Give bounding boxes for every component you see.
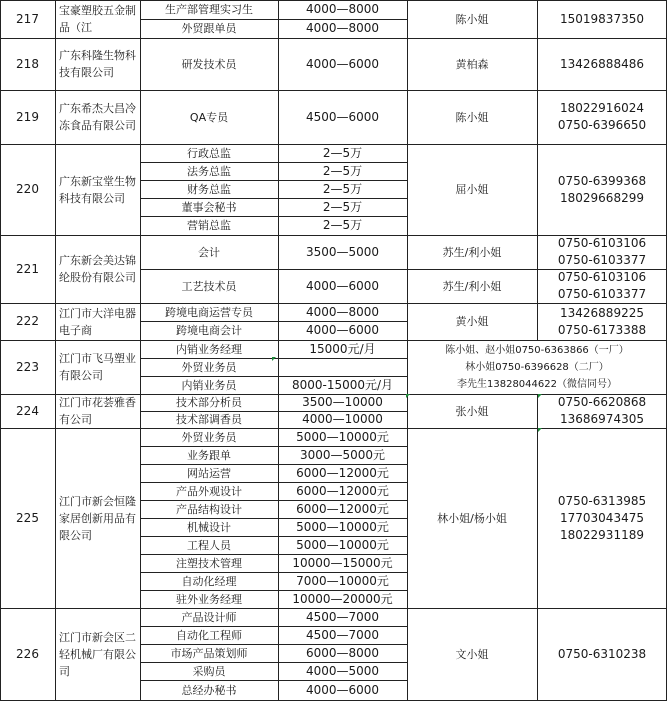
- job-title: 会计: [198, 245, 220, 259]
- contact-person: 文小姐: [455, 648, 489, 661]
- contact-info-line: 陈小姐、赵小姐0750-6363866（一厂）: [445, 344, 629, 356]
- job-title: 外贸业务员: [181, 360, 237, 374]
- contact-phone-line: 0750-6310238: [557, 647, 647, 661]
- contact-phone: [537, 428, 667, 608]
- contact-phone-line: 17703043475: [560, 510, 644, 525]
- job-title: 网站运营: [187, 466, 231, 480]
- contact-phone: [537, 90, 667, 144]
- job-title: 技术部调香员: [176, 413, 242, 426]
- salary: 15000元/月: [309, 341, 376, 356]
- comment-marker-icon: [272, 357, 276, 361]
- comment-marker-icon: [406, 394, 410, 398]
- company-name: 广东科隆生物科技有限公司: [59, 49, 136, 79]
- contact-phone-line: 13426889225: [560, 305, 644, 320]
- job-title: 外贸跟单员: [181, 22, 237, 35]
- contact-phone-line: 13686974305: [560, 412, 644, 426]
- contact-phone: [537, 269, 667, 303]
- job-title: 跨境电商运营专员: [165, 305, 253, 319]
- salary: 5000—10000元: [296, 429, 389, 444]
- contact-person: 屈小姐: [455, 183, 489, 196]
- contact-phone: [537, 235, 667, 269]
- salary: 4000—8000: [305, 2, 380, 16]
- row-number: 224: [16, 403, 39, 418]
- salary: 2—5万: [322, 199, 363, 214]
- contact-phone-line: 0750-6103377: [557, 287, 647, 301]
- salary: 4000—5000: [305, 663, 380, 678]
- contact-phone-line: 0750-6103377: [557, 253, 647, 267]
- salary: [278, 358, 407, 376]
- contact-phone-line: 0750-6103106: [557, 236, 647, 250]
- salary: 2—5万: [322, 218, 363, 232]
- salary: 4000—6000: [305, 323, 380, 337]
- row-number: 220: [16, 182, 39, 196]
- comment-marker-icon: [538, 428, 542, 432]
- job-title: 内销业务经理: [176, 342, 242, 356]
- salary: 4000—8000: [305, 304, 380, 319]
- salary: 4000—6000: [305, 56, 380, 71]
- salary: 3500—10000: [302, 395, 383, 409]
- job-title: 市场产品策划师: [170, 646, 248, 660]
- job-title: 产品结构设计: [176, 502, 242, 516]
- contact-info: [407, 340, 667, 394]
- contact-person: 黄小姐: [455, 315, 489, 328]
- row-number: 221: [16, 261, 39, 276]
- salary: 7000—10000元: [296, 573, 389, 588]
- salary: 4500—7000: [305, 609, 380, 624]
- comment-marker-icon: [538, 394, 542, 398]
- job-title: 自动化经理: [181, 574, 237, 588]
- contact-person: 张小姐: [455, 404, 489, 418]
- job-title: QA专员: [189, 110, 229, 124]
- row-number: 226: [16, 647, 39, 661]
- salary: 6000—12000元: [296, 465, 389, 480]
- row-number: 218: [16, 56, 39, 71]
- salary: 6000—8000: [305, 645, 380, 660]
- salary: 4000—8000: [305, 21, 380, 35]
- job-title: 营销总监: [187, 219, 231, 232]
- contact-phone: [537, 303, 667, 340]
- job-title: 产品外观设计: [176, 484, 242, 498]
- job-title: 业务跟单: [187, 448, 231, 462]
- company-name: 广东希杰大昌冷冻食品有限公司: [59, 102, 136, 132]
- job-title: 内销业务员: [181, 378, 237, 392]
- salary: 2—5万: [322, 163, 363, 178]
- salary: 4500—6000: [305, 109, 380, 124]
- company-name: 广东新会美达锦纶股份有限公司: [59, 254, 136, 284]
- contact-info-line: 林小姐0750-6396628（二厂）: [465, 361, 609, 373]
- company-name: 江门市花荟雅香有公司: [59, 396, 136, 426]
- job-title: 法务总监: [187, 164, 231, 178]
- job-title: 产品设计师: [181, 610, 237, 624]
- row-number: 219: [16, 109, 39, 124]
- salary: 10000—20000元: [292, 591, 393, 606]
- job-title: 生产部管理实习生: [165, 3, 253, 16]
- company-name: 江门市飞马塑业有限公司: [59, 352, 136, 382]
- company-name: 江门市大洋电器电子商: [59, 306, 136, 337]
- contact-phone-line: 0750-6313985: [557, 493, 647, 508]
- salary: 10000—15000元: [292, 555, 393, 570]
- job-title: 财务总监: [187, 182, 231, 196]
- salary: 2—5万: [322, 145, 363, 160]
- contact-phone-line: 0750-6103106: [557, 270, 647, 284]
- company-name: 宝豪塑胶五金制品（江: [59, 4, 136, 34]
- job-title: 外贸业务员: [181, 430, 237, 444]
- job-title: 研发技术员: [181, 57, 237, 71]
- job-title: 董事会秘书: [181, 200, 237, 214]
- contact-phone-line: 13426888486: [560, 56, 644, 71]
- contact-phone-line: 0750-6620868: [557, 395, 647, 409]
- salary: 6000—12000元: [296, 483, 389, 498]
- contact-info-line: 李先生13828044622（微信同号）: [457, 378, 617, 390]
- contact-person: 陈小姐: [455, 12, 489, 26]
- salary: 3000—5000元: [299, 447, 386, 462]
- company-name: 江门市新会恒隆家居创新用品有限公司: [59, 494, 136, 542]
- job-title: 工艺技术员: [181, 279, 237, 293]
- salary: 4000—6000: [305, 683, 380, 697]
- salary: 2—5万: [322, 181, 363, 196]
- contact-phone-line: 0750-6173388: [557, 322, 647, 337]
- salary: 4000—10000: [302, 412, 383, 426]
- contact-phone: [537, 394, 667, 428]
- job-title: 行政总监: [187, 146, 231, 160]
- contact-phone-line: 0750-6399368: [557, 173, 647, 188]
- contact-phone-line: 18022931189: [560, 527, 644, 542]
- salary: 5000—10000元: [296, 537, 389, 552]
- job-title: 采购员: [192, 664, 226, 678]
- salary: 6000—12000元: [296, 501, 389, 516]
- salary: 4500—7000: [305, 627, 380, 642]
- row-number: 217: [16, 11, 39, 26]
- company-name: 江门市新会区二轻机械厂有限公司: [59, 631, 136, 678]
- contact-person: 苏生/利小姐: [442, 245, 502, 259]
- contact-phone: [537, 144, 667, 235]
- job-title: 跨境电商会计: [176, 324, 242, 337]
- contact-person: 苏生/利小姐: [442, 279, 502, 293]
- contact-person: 陈小姐: [455, 110, 489, 124]
- job-title: 注塑技术管理: [176, 556, 242, 570]
- contact-phone-line: 18022916024: [560, 101, 644, 115]
- salary: 4000—6000: [305, 278, 380, 293]
- contact-phone-line: 15019837350: [560, 11, 644, 26]
- job-title: 技术部分析员: [176, 396, 242, 409]
- row-number: 222: [16, 314, 39, 328]
- salary: 8000-15000元/月: [291, 377, 394, 392]
- job-title: 自动化工程师: [176, 628, 242, 642]
- contact-person: 黄柏森: [455, 57, 489, 71]
- job-title: 驻外业务经理: [176, 592, 242, 606]
- company-name: 广东新宝堂生物科技有限公司: [59, 174, 136, 205]
- contact-phone-line: 18029668299: [560, 190, 644, 205]
- contact-person: 林小姐/杨小姐: [437, 511, 507, 525]
- row-number: 223: [16, 359, 39, 374]
- job-title: 总经办秘书: [181, 684, 237, 697]
- contact-phone: [537, 608, 667, 701]
- contact-phone-line: 0750-6396650: [557, 118, 647, 132]
- salary: 5000—10000元: [296, 519, 389, 534]
- salary: 3500—5000: [305, 244, 380, 259]
- job-title: 工程人员: [187, 538, 231, 552]
- contact-phone: [537, 0, 667, 38]
- contact-phone: [537, 38, 667, 90]
- job-title: 机械设计: [187, 520, 231, 534]
- row-number: 225: [16, 510, 39, 525]
